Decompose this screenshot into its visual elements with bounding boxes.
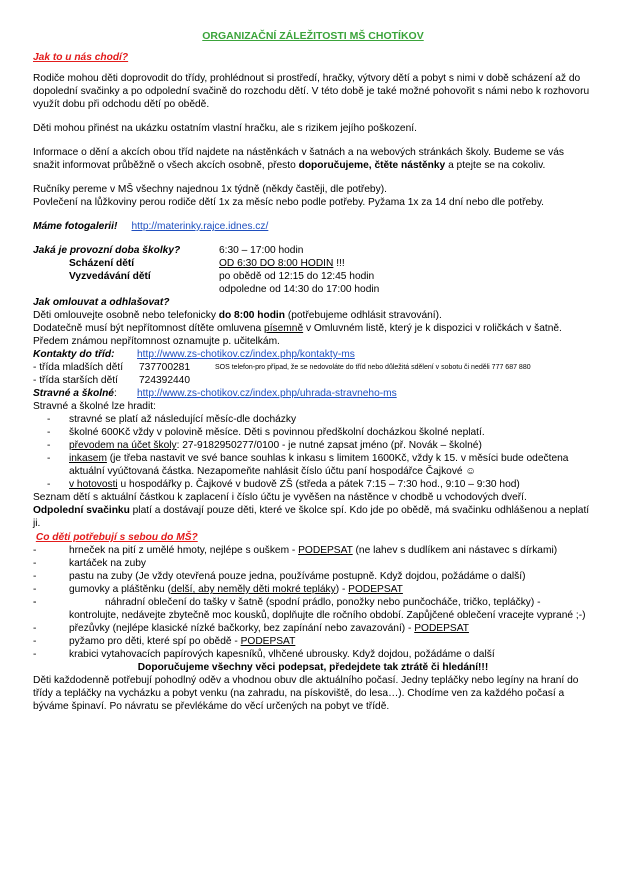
excuse-question: Jak omlouvat a odhlašovat? (33, 297, 170, 308)
list-item: - přezůvky (nejlépe klasické nízké bačkorky, bez zapínání nebo zavazování) - PODEPSAT (33, 622, 593, 635)
contacts-line (33, 348, 593, 361)
list-item: - krabici vytahovacích papírových kapesníků, vlhčené ubrousky. Když dojdou, požádáme o další (33, 648, 593, 661)
list-item: - hrneček na pití z umělé hmoty, nejlépe s ouškem - PODEPSAT (ne lahev s dudlíkem ani nástavec s dírkami) (33, 544, 593, 557)
pay-list (33, 413, 593, 491)
list-item: - pyžamo pro děti, které spí po obědě - PODEPSAT (33, 635, 593, 648)
excuse-line-1: Děti omlouvejte osobně nebo telefonicky do 8:00 hodin (potřebujeme odhlásit stravování). (33, 310, 442, 321)
pickup-row (33, 270, 593, 283)
hours-row (33, 244, 593, 257)
list-item: - převodem na účet školy: 27-9182950277/0100 - je nutné zapsat jméno (př. Novák – školné) (33, 439, 593, 452)
paragraph-toys: Děti mohou přinést na ukázku ostatním vlastní hračku, ale s rizikem jejího poškození. (33, 123, 417, 134)
contact-older-phone: 724392440 (139, 375, 190, 386)
hours-value: 6:30 – 17:00 hodin (219, 245, 304, 256)
pickup-label: Vyzvedávání dětí (69, 271, 151, 282)
pickup-row-2 (33, 283, 593, 296)
contacts-label: Kontakty do tříd: (33, 349, 115, 360)
sign-warning: Doporučujeme všechny věci podepsat, předejdete tak ztrátě či hledání!!! (137, 662, 489, 673)
document-page (33, 30, 593, 713)
needs-list (33, 544, 593, 661)
clothing-paragraph: Děti každodenně potřebují pohodlný oděv a vhodnou obuv dle aktuálního počasí. Jedny tepláčky nebo legíny na hraní do třídy a tepláčky na vycházku a pobyt venku (na zahradu, na pískoviště, do lesa…). Chodíme ven za každého počasí a býváme špinaví. Po návratu se převlékáme do věcí určených na pobyt ve třídě. (33, 675, 579, 712)
contacts-link[interactable]: http://www.zs-chotikov.cz/index.php/kontakty-ms (137, 349, 355, 360)
list-item: - stravné se platí až následující měsíc-dle docházky (33, 413, 593, 426)
paragraph-towels: Ručníky pereme v MŠ všechny najednou 1x týdně (někdy častěji, dle potřeby). (33, 184, 387, 195)
food-link[interactable]: http://www.zs-chotikov.cz/index.php/uhrada-stravneho-ms (137, 388, 397, 399)
sos-note: SOS telefon-pro případ, že se nedovoláte do tříd nebo důležitá sdělení v sobotu či neděli 777 687 880 (215, 364, 531, 371)
contact-younger-phone: 737700281 (139, 362, 190, 373)
pay-intro: Stravné a školné lze hradit: (33, 401, 156, 412)
paragraph-bedding: Povlečení na lůžkoviny perou rodiče dětí 1x za měsíc nebo podle potřeby. Pyžama 1x za 14 dní nebo dle potřeby. (33, 197, 544, 208)
contact-younger-label: - třída mladších dětí (33, 362, 124, 373)
gallery-link[interactable]: http://materinky.rajce.idnes.cz/ (131, 221, 269, 232)
contact-older-label: - třída starších dětí (33, 375, 118, 386)
list-item: - inkasem (je třeba nastavit ve své bance souhlas k inkasu s limitem 1600Kč, vždy k 15. v měsíci bude odečtena aktuální vyúčtovaná částka. Nezapomeňte nahlásit číslo účtu paní hospodářce Čajkové ☺ (33, 452, 593, 478)
section-heading-needs: Co děti potřebují s sebou do MŠ? (35, 532, 198, 543)
document-title: ORGANIZAČNÍ ZÁLEŽITOSTI MŠ CHOTÍKOV (202, 30, 424, 42)
arrival-label: Scházení dětí (69, 258, 135, 269)
list-item: - - náhradní oblečení do tašky v šatně (spodní prádlo, ponožky nebo punčocháče, tričko, tepláčky) - kontrolujte, nedávejte zbytečně moc kousků, doplňujte dle ročního období. Zapůjčené oblečení vracejte vyprané ;-) (33, 596, 593, 622)
arrival-value: OD 6:30 DO 8:00 HODIN !!! (219, 258, 345, 269)
food-line: Stravné a školné: http://www.zs-chotikov.cz/index.php/uhrada-stravneho-ms (33, 388, 397, 399)
gallery-line (33, 220, 593, 233)
list-item: - kartáček na zuby (33, 557, 593, 570)
arrival-row (33, 257, 593, 270)
food-label: Stravné a školné (33, 388, 114, 399)
contact-younger-row (33, 361, 593, 374)
pay-after-2: Odpolední svačinku platí a dostávají pouze děti, které ve školce spí. Kdo jde po obědě, má svačinku odhlášenou a neplatí ji. (33, 505, 590, 529)
list-item: - pastu na zuby (Je vždy otevřená pouze jedna, používáme postupně. Když dojdou, požádáme o další) (33, 570, 593, 583)
list-item: - školné 600Kč vždy v polovině měsíce. Děti s povinnou předškolní docházkou školné neplatí. (33, 426, 593, 439)
list-item: - v hotovosti u hospodářky p. Čajkové v budově ZŠ (středa a pátek 7:15 – 7:30 hod., 9:10 – 9:30 hod) (33, 478, 593, 491)
pay-after-1: Seznam dětí s aktuální částkou k zaplacení i číslo účtu je vyvěšen na nástěnce v chodbě u vchodových dveří. (33, 492, 527, 503)
paragraph-information: Informace o dění a akcích obou tříd najdete na nástěnkách v šatnách a na webových stránkách školy. Budeme se vás snažit informovat průběžně o všech akcích osobně, přesto doporučujeme, čtěte nástěnky a ptejte se na cokoliv. (33, 147, 565, 171)
section-heading-how: Jak to u nás chodí? (33, 52, 129, 63)
contact-older-row (33, 374, 593, 387)
gallery-label: Máme fotogalerii! (33, 221, 118, 232)
excuse-line-2: Dodatečně musí být nepřítomnost dítěte omluvena písemně v Omluvném listě, který je k dispozici v roličkách v šatně. Předem známou nepřítomnost oznamujte p. učitelkám. (33, 323, 562, 347)
pickup-value-2: odpoledne od 14:30 do 17:00 hodin (219, 284, 380, 295)
list-item: - gumovky a pláštěnku (delší, aby neměly děti mokré tepláky) - PODEPSAT (33, 583, 593, 596)
hours-question: Jaká je provozní doba školky? (33, 245, 181, 256)
pickup-value-1: po obědě od 12:15 do 12:45 hodin (219, 271, 375, 282)
paragraph-visits: Rodiče mohou děti doprovodit do třídy, prohlédnout si prostředí, hračky, výtvory dětí a pobyt s nimi v době scházení až do dopolední svačinky a po odpolední svačině do rozchodu dětí. V této době je také možné pohovořit s námi nebo k rozhovoru využít dobu při odchodu dětí po obědě. (33, 73, 590, 110)
